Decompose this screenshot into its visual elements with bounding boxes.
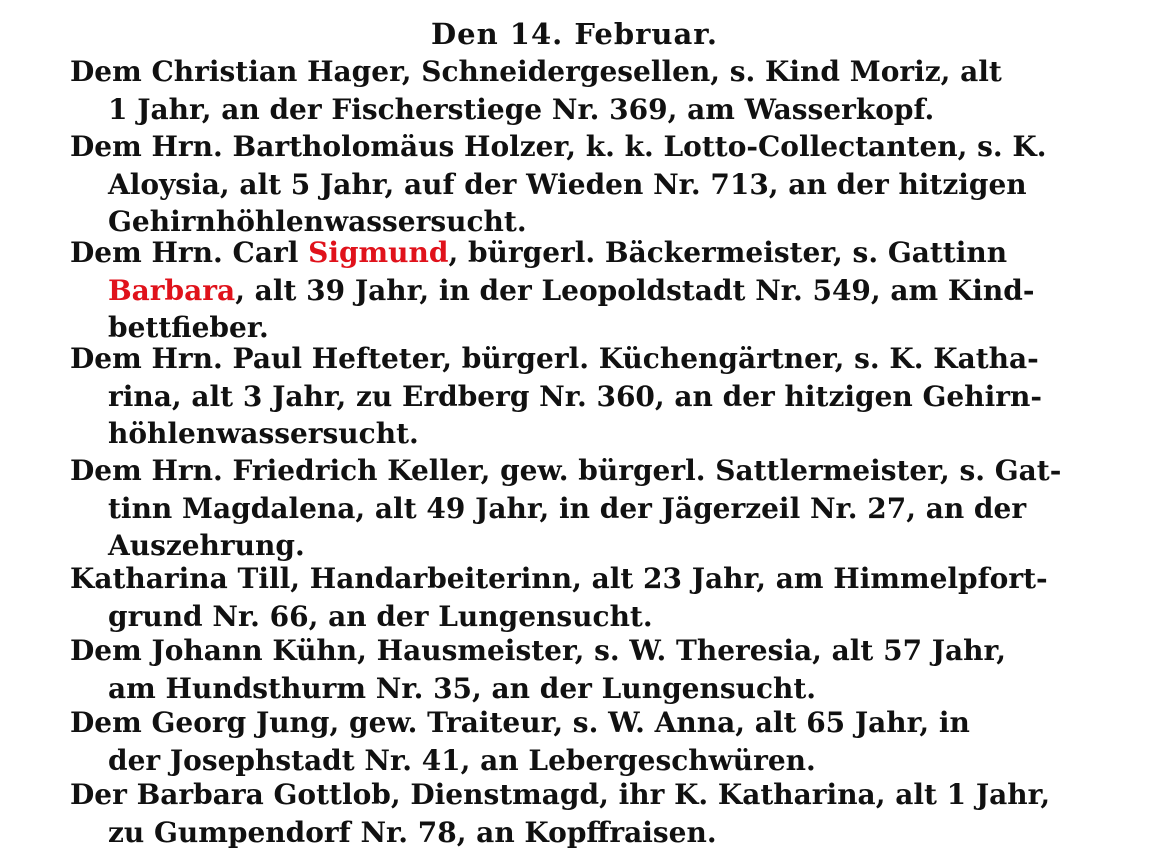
highlighted-given-name: Barbara (108, 273, 236, 307)
highlighted-surname: Sigmund (308, 236, 449, 269)
entry-line: grund Nr. 66, an der Lungensucht. (108, 599, 653, 633)
entry-line: Dem Johann Kühn, Hausmeister, s. W. Theresia, alt 57 Jahr, (70, 634, 1007, 667)
entry-text: , bürgerl. Bäckermeister, s. Gattinn (448, 236, 1008, 269)
entry-line (70, 234, 1075, 272)
entry-line: zu Gumpendorf Nr. 78, an Kopffraisen. (108, 815, 717, 849)
entry-line: am Hundsthurm Nr. 35, an der Lungensucht. (108, 671, 817, 705)
entry-line: der Josephstadt Nr. 41, an Lebergeschwüren. (108, 743, 816, 777)
death-entry-hefteter (70, 340, 1075, 453)
entry-line: Dem Christian Hager, Schneidergesellen, s. Kind Moriz, alt (70, 55, 1002, 88)
entry-line: höhlenwassersucht. (108, 417, 419, 450)
entry-line: Aloysia, alt 5 Jahr, auf der Wieden Nr. 713, an der hitzigen (108, 167, 1027, 201)
entry-line: Gehirnhöhlenwassersucht. (108, 205, 527, 238)
death-entry-holzer (70, 128, 1075, 241)
entry-text: Dem Hrn. Carl (70, 236, 309, 269)
entry-line: Dem Hrn. Friedrich Keller, gew. bürgerl. Sattlermeister, s. Gat- (70, 454, 1062, 487)
date-heading: Den 14. Februar. (431, 17, 718, 51)
death-entry-kuehn (70, 632, 1075, 707)
death-entry-sigmund (70, 234, 1075, 347)
death-entry-keller (70, 452, 1075, 565)
entry-text: , alt 39 Jahr, in der Leopoldstadt Nr. 549, am Kind- (235, 273, 1035, 307)
death-entry-till (70, 560, 1075, 635)
entry-line: Dem Georg Jung, gew. Traiteur, s. W. Anna, alt 65 Jahr, in (70, 706, 970, 739)
entry-line: Katharina Till, Handarbeiterinn, alt 23 Jahr, am Himmelpfort- (70, 562, 1048, 595)
entry-line: Auszehrung. (108, 529, 305, 562)
entry-line: Dem Hrn. Bartholomäus Holzer, k. k. Lotto-Collectanten, s. K. (70, 130, 1047, 163)
entry-line: tinn Magdalena, alt 49 Jahr, in der Jägerzeil Nr. 27, an der (108, 491, 1027, 525)
entry-line (70, 272, 1075, 310)
entry-line: rina, alt 3 Jahr, zu Erdberg Nr. 360, an der hitzigen Gehirn- (108, 379, 1042, 413)
entry-line: Der Barbara Gottlob, Dienstmagd, ihr K. Katharina, alt 1 Jahr, (70, 778, 1051, 811)
death-entry-gottlob (70, 776, 1075, 851)
entry-line: bettfieber. (108, 311, 269, 344)
death-entry-jung (70, 704, 1075, 779)
entry-line: 1 Jahr, an der Fischerstiege Nr. 369, am Wasserkopf. (108, 92, 935, 126)
death-entry-hager (70, 53, 1075, 128)
entry-line: Dem Hrn. Paul Hefteter, bürgerl. Küchengärtner, s. K. Katha- (70, 342, 1039, 375)
